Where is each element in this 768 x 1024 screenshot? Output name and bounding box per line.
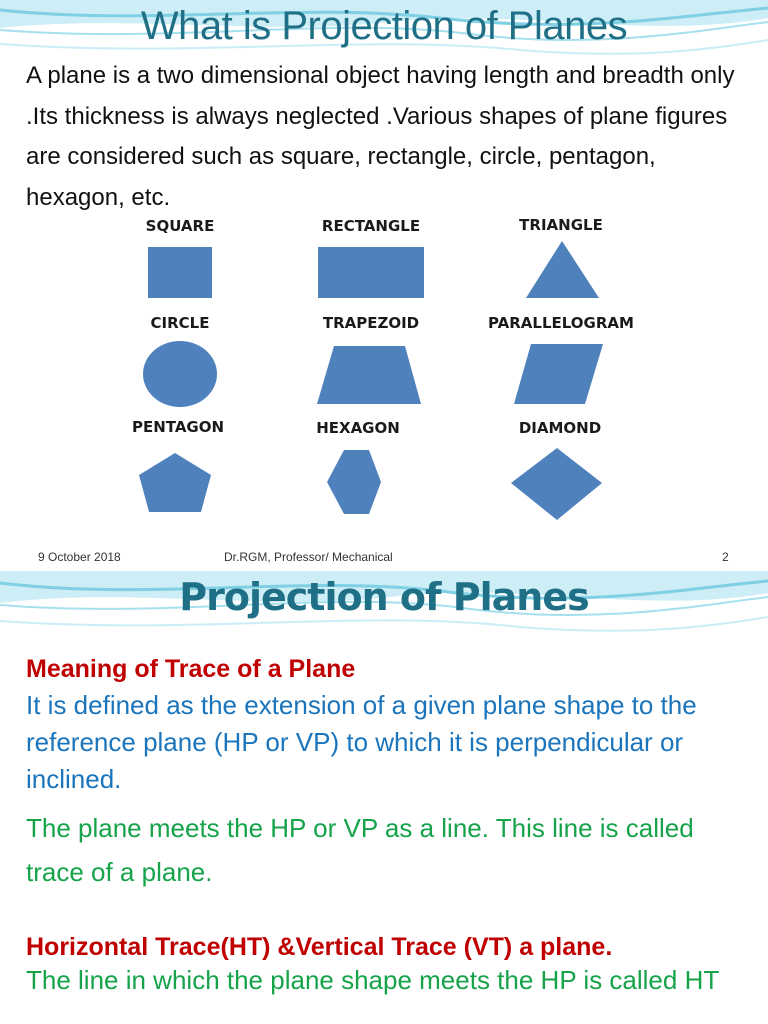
trace-definition: It is defined as the extension of a given plane shape to the reference plane (HP or VP) to which it is perpendicular or inclined. (26, 690, 697, 794)
triangle-shape (526, 241, 599, 298)
shape-label-triangle: TRIANGLE (519, 216, 603, 234)
footer-date: 9 October 2018 (38, 550, 121, 564)
slide-2 (0, 571, 768, 1024)
pentagon-shape (139, 453, 211, 512)
footer-page-number: 2 (722, 550, 729, 564)
trapezoid-shape (317, 346, 421, 404)
parallelogram-shape (514, 344, 603, 404)
shape-label-rectangle: RECTANGLE (321, 217, 421, 235)
ht-definition: The line in which the plane shape meets the HP is called HT (26, 965, 720, 995)
trace-heading: Meaning of Trace of a Plane (26, 655, 356, 683)
plane-shapes-drawing (115, 210, 643, 524)
trace-explanation: The plane meets the HP or VP as a line. This line is called trace of a plane. (26, 813, 694, 887)
circle-shape (143, 341, 217, 407)
slide-title: Projection of Planes (179, 575, 589, 619)
hexagon-shape (327, 450, 381, 514)
rectangle-shape (318, 247, 424, 298)
shape-label-hexagon: HEXAGON (316, 419, 400, 437)
slide-title: What is Projection of Planes (140, 4, 628, 48)
shape-label-square: SQUARE (145, 217, 215, 235)
plane-shapes-figure (115, 210, 643, 524)
shape-label-trapezoid: TRAPEZOID (322, 314, 420, 332)
shape-label-pentagon: PENTAGON (131, 418, 225, 436)
intro-paragraph: A plane is a two dimensional object having length and breadth only .Its thickness is always neglected .Various shapes of plane figures are considered such as square, rectangle, circle, pentagon, hexagon, etc. (26, 62, 735, 211)
square-shape (148, 247, 212, 298)
shape-label-circle: CIRCLE (150, 314, 210, 332)
ht-vt-heading: Horizontal Trace(HT) &Vertical Trace (VT) a plane. (26, 933, 613, 961)
shape-label-parallelogram: PARALLELOGRAM (488, 314, 634, 332)
footer-author: Dr.RGM, Professor/ Mechanical (224, 550, 393, 564)
diamond-shape (511, 448, 602, 520)
shape-label-diamond: DIAMOND (518, 419, 602, 437)
